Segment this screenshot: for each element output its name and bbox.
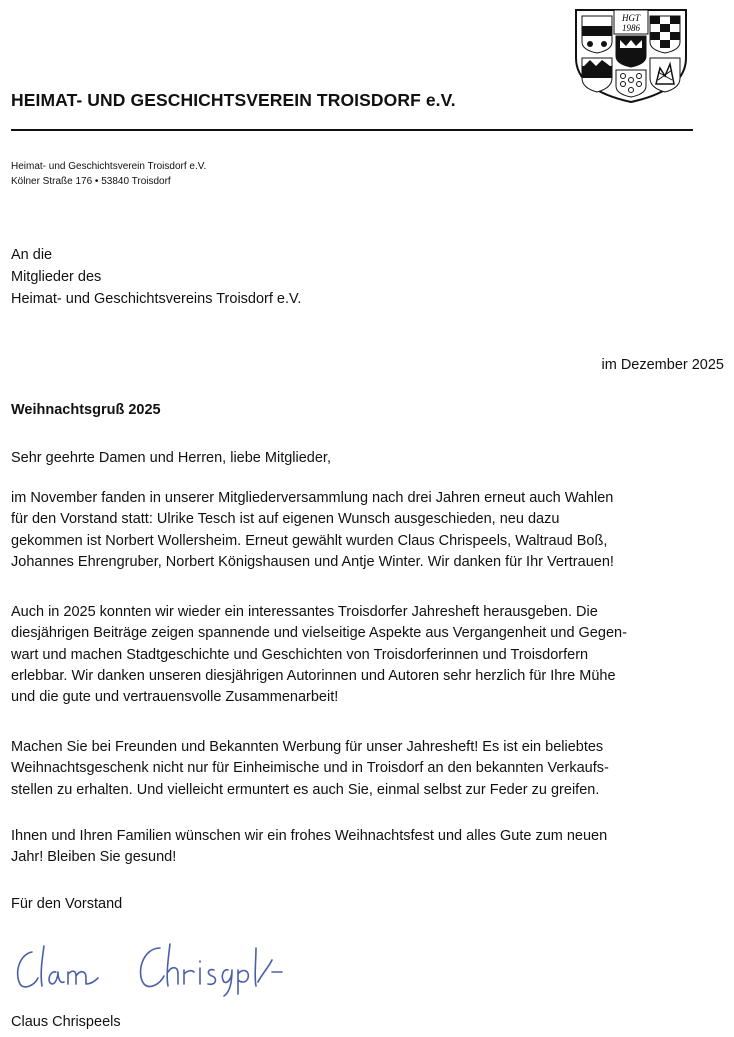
recipient-line-1: An die (11, 247, 53, 263)
closing-line: Für den Vorstand (11, 896, 123, 912)
paragraph-line: Weihnachtsgeschenk nicht nur für Einheimische und in Troisdorf an den bekannten Verkaufs- (11, 760, 609, 777)
paragraph-3 (11, 737, 726, 801)
salutation-line: Sehr geehrte Damen und Herren, liebe Mitglieder, (11, 450, 331, 466)
paragraph-4 (11, 826, 726, 869)
paragraph-line: diesjährigen Beiträge zeigen spannende und vielseitige Aspekte aus Vergangenheit und Gegen- (11, 625, 627, 642)
recipient-line-2: Mitglieder des (11, 269, 102, 285)
paragraph-line: Johannes Ehrengruber, Norbert Königshausen und Antje Winter. Wir danken für Ihr Vertrauen! (11, 553, 614, 570)
org-title: HEIMAT- UND GESCHICHTSVEREIN TROISDORF e.V. (11, 90, 456, 110)
closing (11, 894, 726, 915)
paragraph-line: stellen zu erhalten. Und vielleicht ermuntert es auch Sie, einmal selbst zur Feder zu greifen. (11, 781, 600, 798)
signer-name: Claus Chrispeels (11, 1014, 121, 1030)
paragraph-1 (11, 488, 726, 573)
salutation (11, 448, 726, 469)
paragraph-line: Ihnen und Ihren Familien wünschen wir ein frohes Weihnachtsfest und alles Gute zum neuen (11, 828, 608, 844)
letter-date: im Dezember 2025 (601, 357, 724, 373)
header-rule (11, 129, 693, 131)
paragraph-line: für den Vorstand statt: Ulrike Tesch ist auf eigenen Wunsch ausgeschieden, neu dazu (11, 511, 560, 528)
crest-text-hgt: HGT (621, 13, 641, 23)
recipient-line-3: Heimat- und Geschichtsvereins Troisdorf e.V. (11, 291, 302, 307)
crest-text-year: 1986 (622, 23, 640, 33)
crest-logo (570, 6, 692, 104)
paragraph-line: und die gute und vertrauensvolle Zusammenarbeit! (11, 689, 339, 706)
paragraph-line: im November fanden in unserer Mitgliederversammlung nach drei Jahren erneut auch Wahlen (11, 490, 614, 506)
paragraph-line: Jahr! Bleiben Sie gesund! (11, 849, 177, 866)
handwritten-signature (10, 938, 300, 998)
paragraph-line: Auch in 2025 konnten wir wieder ein interessantes Troisdorfer Jahresheft herausgeben. Die (11, 604, 598, 620)
paragraph-line: erlebbar. Wir danken unseren diesjährigen Autorinnen und Autoren sehr herzlich für Ihre Mühe (11, 667, 616, 684)
sender-line-1: Heimat- und Geschichtsverein Troisdorf e.V. (11, 161, 207, 172)
letter-subject: Weihnachtsgruß 2025 (11, 402, 161, 418)
paragraph-line: gekommen ist Norbert Wollersheim. Erneut gewählt wurden Claus Chrispeels, Waltraud Boß, (11, 532, 608, 549)
paragraph-2 (11, 602, 726, 708)
paragraph-line: Machen Sie bei Freunden und Bekannten Werbung für unser Jahresheft! Es ist ein beliebtes (11, 739, 604, 755)
sender-line-2: Kölner Straße 176 • 53840 Troisdorf (11, 176, 171, 187)
paragraph-line: wart und machen Stadtgeschichte und Geschichten von Troisdorferinnen und Troisdorfern (11, 646, 589, 663)
